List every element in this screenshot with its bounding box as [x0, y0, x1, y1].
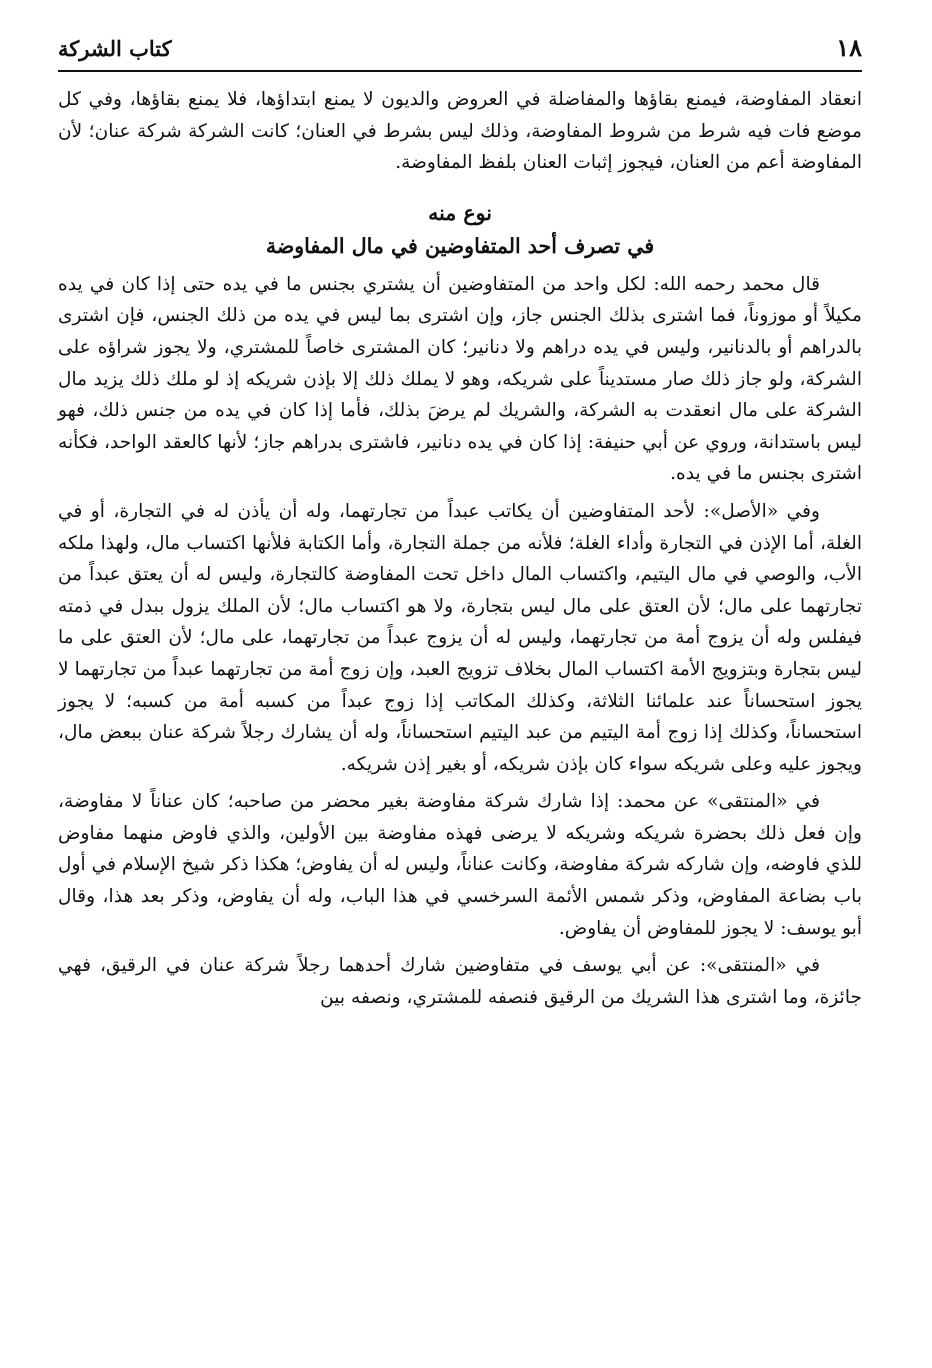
paragraph: وفي «الأصل»: لأحد المتفاوضين أن يكاتب عبداً من تجارتهما، وله أن يأذن له في التجارة، أو في الغلة، أما الإذن في التجارة وأداء الغلة؛ فلأنه من جملة التجارة، وأما الكتابة فلأنها اكتساب مال، ولهذا ملكه الأب، والوصي في مال اليتيم، واكتساب المال داخل تحت المفاوضة كالتجارة، وليس له أن يعتق عبداً من تجارتهما على مال؛ لأن العتق على مال ليس بتجارة، ولا هو اكتساب مال؛ لأن الملك يزول ببدل في ذمته فيفلس وله أن يزوج أمة من تجارتهما، وليس له أن يزوج عبداً من تجارتهما، على مال؛ لأن العتق على ما ليس بتجارة وبتزويج الأمة اكتساب المال بخلاف تزويج العبد، وإن زوج أمة من تجارتهما عبداً من تجارتهما لا يجوز استحساناً عند علمائنا الثلاثة، وكذلك المكاتب إذا زوج عبداً من كسبه أمة من كسبه؛ لا يجوز استحساناً، وكذلك إذا زوج أمة اليتيم من عبد اليتيم استحساناً، وله أن يشارك رجلاً شركة عنان ببعض مال، ويجوز عليه وعلى شريكه سواء كان بإذن شريكه، أو بغير إذن شريكه. [58, 500, 862, 775]
page-number: ١٨ [836, 33, 862, 62]
running-header [58, 30, 862, 72]
paragraph: قال محمد رحمه الله: لكل واحد من المتفاوضين أن يشتري بجنس ما في يده حتى إذا كان في يده مكيلاً أو موزوناً، فما اشترى بذلك الجنس جاز، وإن اشترى بما ليس في يده من ذلك الجنس، فإن اشترى بالدراهم أو بالدنانير، وليس في يده دراهم ولا دنانير؛ كان المشترى خاصاً للمشتري، ولا يجوز شراؤه على الشركة، ولو جاز ذلك صار مستديناً على شريكه، وهو لا يملك ذلك إلا بإذن شريكه إذ لو ملك ذلك يزيد مال الشركة على مال انعقدت به الشركة، والشريك لم يرضَ بذلك، فأما إذا كان في يده من جنس ذلك، فهو ليس باستدانة، وروي عن أبي حنيفة: إذا كان في يده دنانير، فاشترى بدراهم جاز؛ لأنها كالعقد الواحد، فكأنه اشترى بجنس ما في يده. [58, 273, 862, 485]
section-subtitle: في تصرف أحد المتفاوضين في مال المفاوضة [265, 233, 655, 258]
section-title: نوع منه [428, 200, 492, 225]
paragraph: في «المنتقى» عن محمد: إذا شارك شركة مفاوضة بغير محضر من صاحبه؛ كان عناناً لا مفاوضة، وإن فعل ذلك بحضرة شريكه وشريكه لا يرضى فهذه مفاوضة بين الأولين، والذي فاوض منهما مفاوض للذي فاوضه، وإن شاركه شركة مفاوضة، وكانت عناناً، وليس له أن يفاوض؛ هكذا ذكر شيخ الإسلام في أول باب بضاعة المفاوض، وذكر شمس الأئمة السرخسي في هذا الباب، وله أن يفاوض، وذكر بعد هذا، وقال أبو يوسف: لا يجوز للمفاوض أن يفاوض. [58, 791, 862, 939]
paragraph-intro: انعقاد المفاوضة، فيمنع بقاؤها والمفاضلة في العروض والديون لا يمنع ابتداؤها، فلا يمنع بقاؤها، وفي كل موضع فات فيه شرط من شروط المفاوضة، وذلك ليس بشرط في العنان؛ كانت الشركة شركة عنان؛ لأن المفاوضة أعم من العنان، فيجوز إثبات العنان بلفظ المفاوضة. [58, 89, 862, 174]
section-heading [58, 197, 862, 263]
page-content [58, 84, 862, 1013]
paragraph: في «المنتقى»: عن أبي يوسف في متفاوضين شارك أحدهما رجلاً شركة عنان في الرقيق، فهي جائزة، وما اشترى هذا الشريك من الرقيق فنصفه للمشتري، ونصفه بين [58, 955, 862, 1008]
book-page [58, 30, 862, 1358]
book-title: كتاب الشركة [58, 36, 172, 61]
